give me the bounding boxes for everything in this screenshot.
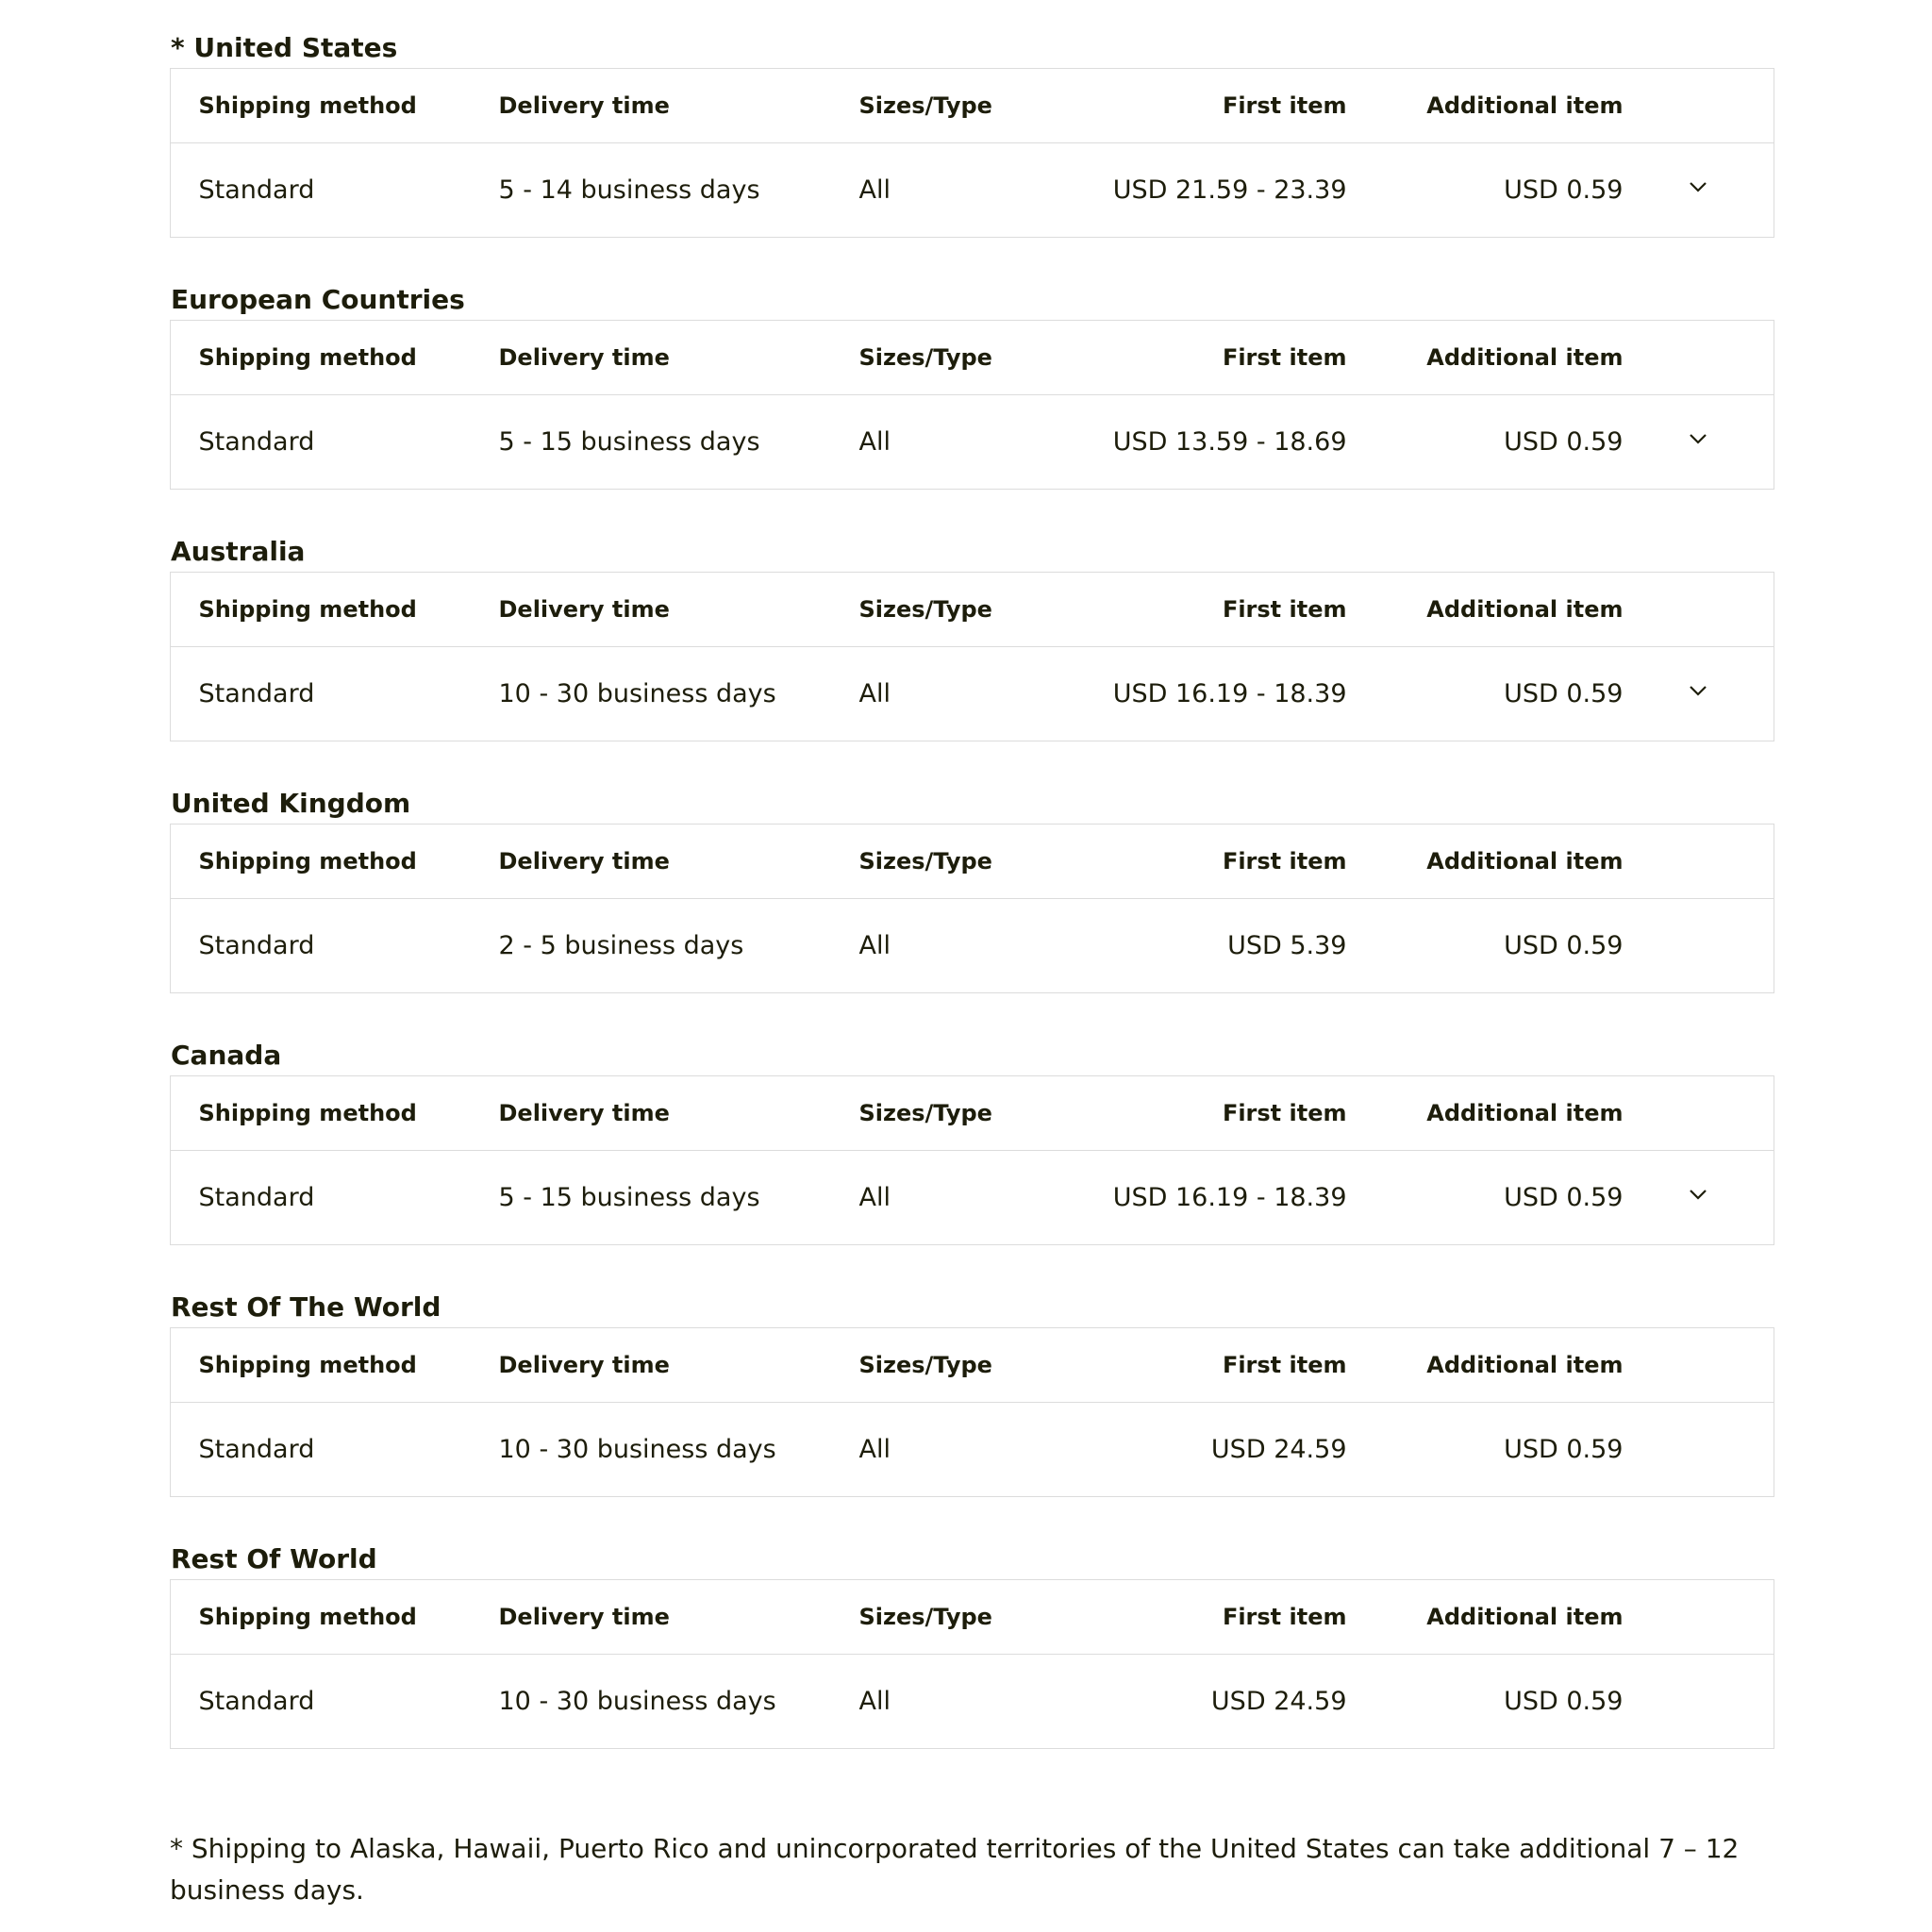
region-european-countries: [170, 280, 1774, 532]
header-first-item: First item: [1031, 1076, 1347, 1151]
table-row[interactable]: [171, 1151, 1774, 1245]
table-row[interactable]: [171, 647, 1774, 741]
header-additional-item: Additional item: [1347, 1328, 1624, 1403]
shipping-table: [170, 320, 1774, 490]
shipping-table: [170, 572, 1774, 741]
cell-sizes-type: All: [858, 175, 891, 205]
cell-first-item: USD 24.59: [1210, 1435, 1347, 1464]
region-united-states: [170, 28, 1774, 280]
expand-toggle[interactable]: [1624, 1151, 1774, 1245]
cell-first-item: USD 21.59 - 23.39: [1112, 175, 1347, 205]
cell-shipping-method: Standard: [198, 427, 315, 457]
cell-additional-item: USD 0.59: [1504, 1687, 1624, 1716]
table-header-row: [171, 1076, 1774, 1151]
cell-sizes-type: All: [858, 931, 891, 960]
region-united-kingdom: [170, 784, 1774, 1036]
header-sizes-type: Sizes/Type: [859, 824, 1031, 899]
cell-first-item: USD 16.19 - 18.39: [1112, 1183, 1347, 1212]
region-australia: [170, 532, 1774, 784]
row-spacer: [1624, 899, 1774, 993]
header-spacer: [171, 1580, 199, 1655]
header-spacer: [171, 824, 199, 899]
header-additional-item: Additional item: [1347, 573, 1624, 647]
header-additional-item: Additional item: [1347, 1580, 1624, 1655]
cell-delivery-time: 10 - 30 business days: [498, 1435, 776, 1464]
table-header-row: [171, 573, 1774, 647]
cell-additional-item: USD 0.59: [1504, 1435, 1624, 1464]
cell-sizes-type: All: [858, 1435, 891, 1464]
cell-shipping-method: Standard: [198, 1435, 315, 1464]
cell-additional-item: USD 0.59: [1504, 175, 1624, 205]
header-first-item: First item: [1031, 1328, 1347, 1403]
row-spacer: [171, 647, 199, 741]
header-first-item: First item: [1031, 1580, 1347, 1655]
shipping-table: [170, 824, 1774, 993]
header-first-item: First item: [1031, 321, 1347, 395]
cell-delivery-time: 5 - 15 business days: [498, 1183, 760, 1212]
chevron-down-icon[interactable]: [1687, 679, 1709, 702]
chevron-down-icon[interactable]: [1687, 175, 1709, 198]
header-spacer: [1624, 1580, 1774, 1655]
header-shipping-method: Shipping method: [199, 573, 499, 647]
cell-first-item: USD 5.39: [1227, 931, 1347, 960]
cell-sizes-type: All: [858, 427, 891, 457]
cell-additional-item: USD 0.59: [1504, 931, 1624, 960]
table-row[interactable]: [171, 143, 1774, 238]
cell-sizes-type: All: [858, 1687, 891, 1716]
cell-first-item: USD 24.59: [1210, 1687, 1347, 1716]
row-spacer: [1624, 1655, 1774, 1749]
region-title: Australia: [171, 536, 306, 567]
cell-delivery-time: 5 - 15 business days: [498, 427, 760, 457]
region-title: Rest Of The World: [171, 1291, 441, 1323]
header-shipping-method: Shipping method: [199, 321, 499, 395]
header-shipping-method: Shipping method: [199, 1580, 499, 1655]
header-spacer: [1624, 1076, 1774, 1151]
cell-delivery-time: 2 - 5 business days: [498, 931, 744, 960]
header-delivery-time: Delivery time: [499, 573, 859, 647]
shipping-table: [170, 68, 1774, 238]
chevron-down-icon[interactable]: [1687, 427, 1709, 450]
table-row[interactable]: [171, 395, 1774, 490]
footnote: * Shipping to Alaska, Hawaii, Puerto Rico and unincorporated territories of the United States can take additional 7 – 12 business days.: [170, 1833, 1740, 1906]
region-title: Rest Of World: [171, 1543, 377, 1574]
header-spacer: [1624, 824, 1774, 899]
chevron-down-icon[interactable]: [1687, 1183, 1709, 1206]
header-shipping-method: Shipping method: [199, 824, 499, 899]
cell-shipping-method: Standard: [198, 175, 315, 205]
header-delivery-time: Delivery time: [499, 1076, 859, 1151]
header-first-item: First item: [1031, 69, 1347, 143]
header-spacer: [171, 573, 199, 647]
region-title: Canada: [171, 1040, 282, 1071]
header-additional-item: Additional item: [1347, 824, 1624, 899]
cell-additional-item: USD 0.59: [1504, 1183, 1624, 1212]
shipping-table: [170, 1579, 1774, 1749]
header-spacer: [1624, 1328, 1774, 1403]
cell-additional-item: USD 0.59: [1504, 427, 1624, 457]
shipping-table: [170, 1075, 1774, 1245]
cell-shipping-method: Standard: [198, 679, 315, 708]
cell-delivery-time: 10 - 30 business days: [498, 679, 776, 708]
row-spacer: [1624, 1403, 1774, 1497]
header-sizes-type: Sizes/Type: [859, 1328, 1031, 1403]
header-first-item: First item: [1031, 824, 1347, 899]
table-row: [171, 899, 1774, 993]
row-spacer: [171, 1655, 199, 1749]
table-header-row: [171, 824, 1774, 899]
row-spacer: [171, 1403, 199, 1497]
region-title: European Countries: [171, 284, 465, 315]
header-sizes-type: Sizes/Type: [859, 1076, 1031, 1151]
cell-first-item: USD 13.59 - 18.69: [1112, 427, 1347, 457]
header-additional-item: Additional item: [1347, 69, 1624, 143]
header-additional-item: Additional item: [1347, 1076, 1624, 1151]
header-delivery-time: Delivery time: [499, 69, 859, 143]
region-rest-of-world: [170, 1540, 1774, 1791]
cell-shipping-method: Standard: [198, 1183, 315, 1212]
cell-delivery-time: 5 - 14 business days: [498, 175, 760, 205]
row-spacer: [171, 395, 199, 490]
header-spacer: [171, 69, 199, 143]
table-header-row: [171, 1328, 1774, 1403]
cell-additional-item: USD 0.59: [1504, 679, 1624, 708]
header-sizes-type: Sizes/Type: [859, 573, 1031, 647]
expand-toggle[interactable]: [1624, 143, 1774, 238]
cell-delivery-time: 10 - 30 business days: [498, 1687, 776, 1716]
table-header-row: [171, 69, 1774, 143]
row-spacer: [171, 1151, 199, 1245]
shipping-rates-page: [170, 28, 1774, 1791]
header-spacer: [1624, 321, 1774, 395]
table-header-row: [171, 321, 1774, 395]
header-delivery-time: Delivery time: [499, 321, 859, 395]
header-sizes-type: Sizes/Type: [859, 321, 1031, 395]
region-canada: [170, 1036, 1774, 1288]
header-spacer: [1624, 69, 1774, 143]
header-shipping-method: Shipping method: [199, 69, 499, 143]
header-sizes-type: Sizes/Type: [859, 1580, 1031, 1655]
header-spacer: [1624, 573, 1774, 647]
header-spacer: [171, 1328, 199, 1403]
header-spacer: [171, 1076, 199, 1151]
cell-shipping-method: Standard: [198, 931, 315, 960]
expand-toggle[interactable]: [1624, 647, 1774, 741]
cell-first-item: USD 16.19 - 18.39: [1112, 679, 1347, 708]
header-delivery-time: Delivery time: [499, 1328, 859, 1403]
region-title: United Kingdom: [171, 788, 411, 819]
header-delivery-time: Delivery time: [499, 1580, 859, 1655]
cell-sizes-type: All: [858, 1183, 891, 1212]
header-shipping-method: Shipping method: [199, 1076, 499, 1151]
table-header-row: [171, 1580, 1774, 1655]
cell-sizes-type: All: [858, 679, 891, 708]
header-additional-item: Additional item: [1347, 321, 1624, 395]
table-row: [171, 1403, 1774, 1497]
table-row: [171, 1655, 1774, 1749]
cell-shipping-method: Standard: [198, 1687, 315, 1716]
row-spacer: [171, 143, 199, 238]
header-first-item: First item: [1031, 573, 1347, 647]
region-title: * United States: [171, 32, 398, 63]
header-spacer: [171, 321, 199, 395]
header-delivery-time: Delivery time: [499, 824, 859, 899]
header-shipping-method: Shipping method: [199, 1328, 499, 1403]
row-spacer: [171, 899, 199, 993]
shipping-table: [170, 1327, 1774, 1497]
region-rest-of-the-world: [170, 1288, 1774, 1540]
header-sizes-type: Sizes/Type: [859, 69, 1031, 143]
expand-toggle[interactable]: [1624, 395, 1774, 490]
